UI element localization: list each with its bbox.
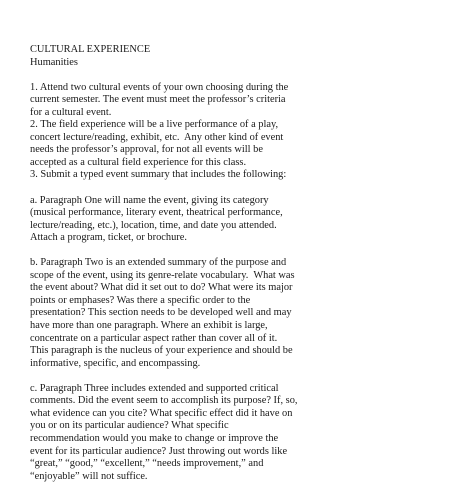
item-line: accepted as a cultural field experience for this class.: [30, 156, 247, 168]
document-subject: Humanities: [30, 56, 78, 68]
paragraph-line: what evidence can you cite? What specific effect did it have on: [30, 407, 293, 419]
paragraph-line: This paragraph is the nucleus of your experience and should be: [30, 345, 293, 357]
item-line: needs the professor’s approval, for not all events will be: [30, 144, 263, 156]
item-line: 2. The field experience will be a live performance of a play,: [30, 119, 279, 131]
paragraph-line: “great,” “good,” “excellent,” “needs improvement,” and: [30, 458, 264, 470]
document-title: CULTURAL EXPERIENCE: [30, 44, 151, 55]
item-line: for a cultural event.: [30, 106, 112, 118]
paragraph-line: recommendation would you make to change or improve the: [30, 432, 279, 444]
paragraph-b: [30, 257, 430, 370]
paragraph-line: a. Paragraph One will name the event, giving its category: [30, 194, 269, 206]
paragraph-line: event for its particular audience? Just throwing out words like: [30, 445, 288, 457]
paragraph-line: informative, specific, and encompassing.: [30, 357, 201, 369]
numbered-item-3: [30, 169, 430, 182]
paragraph-line: the event about? What did it set out to do? What were its major: [30, 282, 293, 294]
spacer: [30, 370, 430, 383]
paragraph-line: (musical performance, literary event, theatrical performance,: [30, 207, 283, 219]
paragraph-line: comments. Did the event seem to accomplish its purpose? If, so,: [30, 395, 298, 407]
paragraph-line: have more than one paragraph. Where an exhibit is large,: [30, 320, 268, 332]
paragraph-a: [30, 195, 430, 245]
paragraph-c: [30, 383, 430, 483]
document-body: [30, 44, 430, 483]
paragraph-line: presentation? This section needs to be developed well and may: [30, 307, 292, 319]
paragraph-line: b. Paragraph Two is an extended summary of the purpose and: [30, 257, 287, 269]
spacer: [30, 69, 430, 82]
paragraph-line: “enjoyable” will not suffice.: [30, 470, 148, 482]
paragraph-line: c. Paragraph Three includes extended and supported critical: [30, 382, 279, 394]
paragraph-line: Attach a program, ticket, or brochure.: [30, 232, 187, 244]
item-line: 1. Attend two cultural events of your own choosing during the: [30, 81, 289, 93]
paragraph-line: scope of the event, using its genre-relate vocabulary. What was: [30, 269, 295, 281]
item-line: current semester. The event must meet the professor’s criteria: [30, 94, 286, 106]
paragraph-line: lecture/reading, etc.), location, time, and date you attended.: [30, 219, 277, 231]
paragraph-line: points or emphases? Was there a specific order to the: [30, 294, 251, 306]
numbered-item-1: [30, 82, 430, 120]
paragraph-line: concentrate on a particular aspect rather than cover all of it.: [30, 332, 278, 344]
spacer: [30, 245, 430, 258]
numbered-item-2: [30, 119, 430, 169]
paragraph-line: you or on its particular audience? What specific: [30, 420, 229, 432]
spacer: [30, 182, 430, 195]
item-line: 3. Submit a typed event summary that includes the following:: [30, 169, 287, 181]
item-line: concert lecture/reading, exhibit, etc. Any other kind of event: [30, 131, 284, 143]
